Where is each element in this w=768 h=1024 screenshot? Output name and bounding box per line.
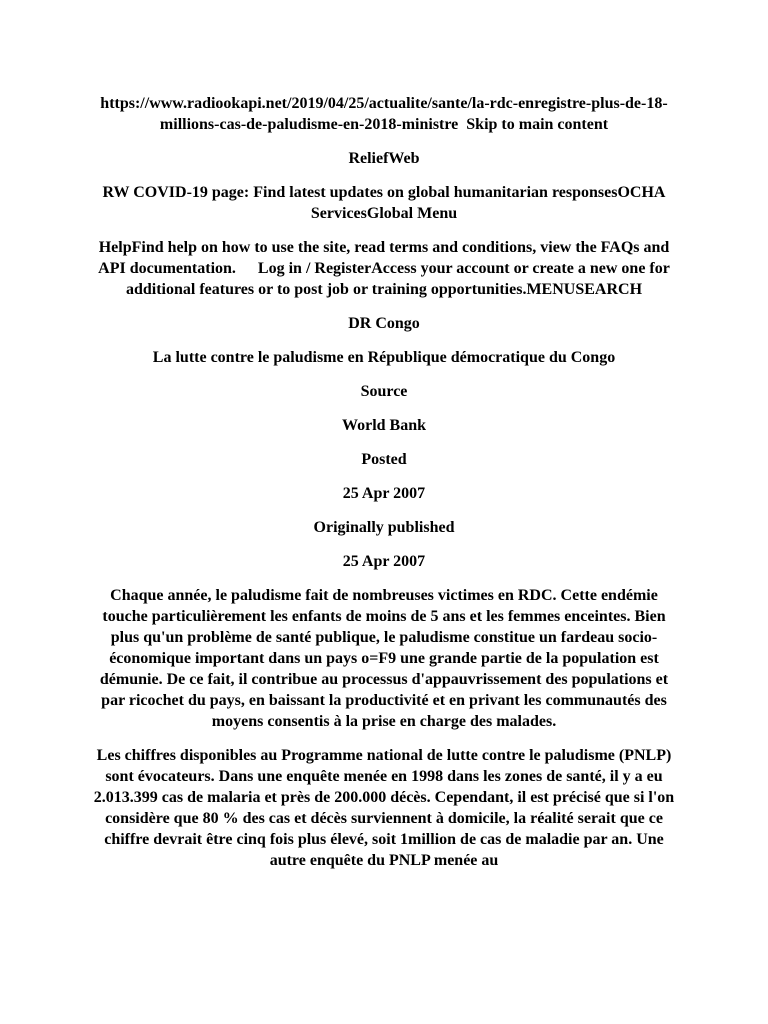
- login-register-link[interactable]: Log in / Register: [257, 260, 372, 277]
- posted-date: 25 Apr 2007: [342, 485, 426, 502]
- originally-published-date: 25 Apr 2007: [342, 553, 426, 570]
- covid-banner-link[interactable]: RW COVID-19 page: Find latest updates on global humanitarian responses: [102, 184, 618, 201]
- article-paragraph: Les chiffres disponibles au Programme national de lutte contre le paludisme (PNLP) sont évocateurs. Dans une enquête menée en 1998 dans les zones de santé, il y a eu 2.013.399 cas de malaria et près de 200.000 décès. Cependant, il est précisé que si l'on considère que 80 % des cas et décès surviennent à domicile, la réalité serait que ce chiffre devrait être cinq fois plus élevé, soit 1million de cas de maladie par an. Une autre enquête du PNLP menée au: [93, 747, 675, 869]
- skip-to-main-content-link[interactable]: Skip to main content: [466, 116, 609, 133]
- originally-published-label: Originally published: [313, 519, 455, 536]
- article-paragraph: Chaque année, le paludisme fait de nombreuses victimes en RDC. Cette endémie touche particulièrement les enfants de moins de 5 ans et les femmes enceintes. Bien plus qu'un problème de santé publique, le paludisme constitue un fardeau socio-économique important dans un pays o=F9 une grande partie de la population est démunie. De ce fait, il contribue au processus d'appauvrissement des populations et par ricochet du pays, en baissant la productivité et en privant les communautés des moyens consentis à la prise en charge des malades.: [99, 587, 669, 730]
- country-tag: [88, 313, 680, 334]
- reliefweb-home-link[interactable]: ReliefWeb: [348, 150, 420, 167]
- source-value: [88, 415, 680, 436]
- search-button[interactable]: SEARCH: [575, 281, 643, 298]
- help-link[interactable]: Help: [98, 239, 132, 256]
- document-page: [88, 93, 680, 884]
- header-line: [88, 93, 680, 135]
- source-url-link[interactable]: https://www.radiookapi.net/2019/04/25/actualite/sante/la-rdc-enregistre-plus-de-18-millions-cas-de-paludisme-en-2018-ministre: [100, 95, 668, 133]
- posted-label: Posted: [361, 451, 407, 468]
- user-menu: [88, 237, 680, 300]
- source-label: Source: [360, 383, 408, 400]
- source-link[interactable]: World Bank: [341, 417, 427, 434]
- ocha-services-link[interactable]: OCHA Services: [310, 184, 666, 222]
- help-description: Find help on how to use the site, read terms and conditions, view the FAQs and API documentation.: [98, 239, 670, 277]
- service-bar: [88, 182, 680, 224]
- country-link[interactable]: DR Congo: [348, 315, 420, 332]
- site-name: [88, 148, 680, 169]
- menu-button[interactable]: MENU: [526, 281, 576, 298]
- article-title: La lutte contre le paludisme en République démocratique du Congo: [152, 349, 616, 366]
- login-description: Access your account or create a new one for additional features or to post job or training opportunities.: [125, 260, 670, 298]
- global-menu-link[interactable]: Global Menu: [366, 205, 458, 222]
